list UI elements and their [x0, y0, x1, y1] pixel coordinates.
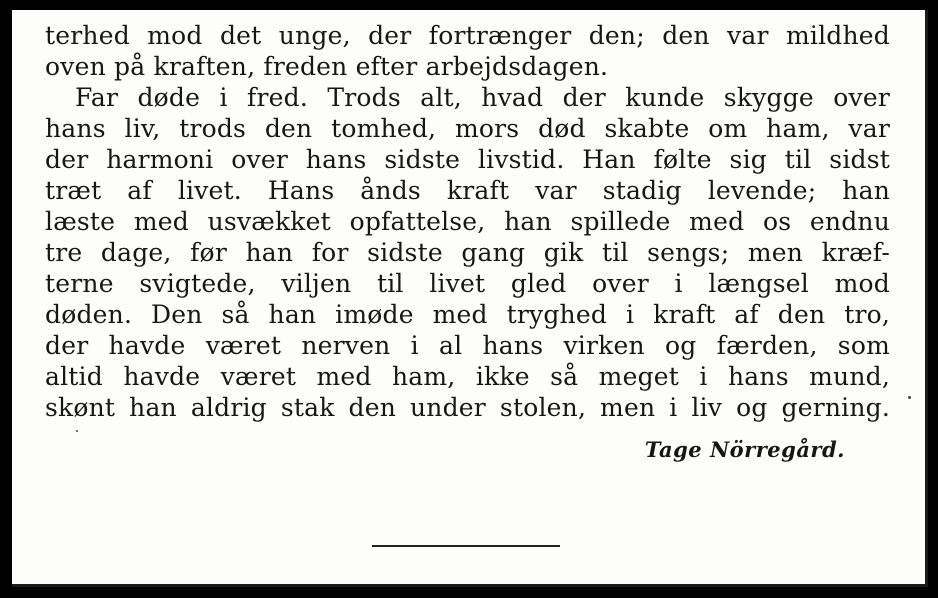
author-signature: Tage Nörregård. [644, 437, 845, 462]
print-speck [76, 430, 78, 432]
text-line: der harmoni over hans sidste livstid. Han følte sig til sidst [45, 145, 890, 174]
text-line: døden. Den så han imøde med tryghed i kraft af den tro, [45, 300, 890, 329]
paragraph-first-line: Far døde i fred. Trods alt, hvad der kunde skygge over [75, 83, 890, 112]
print-speck [908, 396, 911, 399]
text-line: træt af livet. Hans ånds kraft var stadig levende; han [45, 176, 890, 205]
body-text [45, 20, 890, 423]
text-line: terhed mod det unge, der fortrænger den; den var mildhed [45, 21, 890, 50]
section-divider [372, 545, 560, 547]
text-line: tre dage, før han for sidste gang gik til sengs; men kræf- [45, 238, 890, 267]
text-line: altid havde været med ham, ikke så meget i hans mund, [45, 362, 890, 391]
text-line: terne svigtede, viljen til livet gled over i længsel mod [45, 269, 890, 298]
text-line: læste med usvækket opfattelse, han spillede med os endnu [45, 207, 890, 236]
text-line: oven på kraften, freden efter arbejdsdagen. [45, 52, 609, 81]
text-line: hans liv, trods den tomhed, mors død skabte om ham, var [45, 114, 890, 143]
text-line: skønt han aldrig stak den under stolen, men i liv og gerning. [45, 393, 890, 422]
text-line: der havde været nerven i al hans virken og færden, som [45, 331, 890, 360]
document-page [12, 10, 928, 587]
